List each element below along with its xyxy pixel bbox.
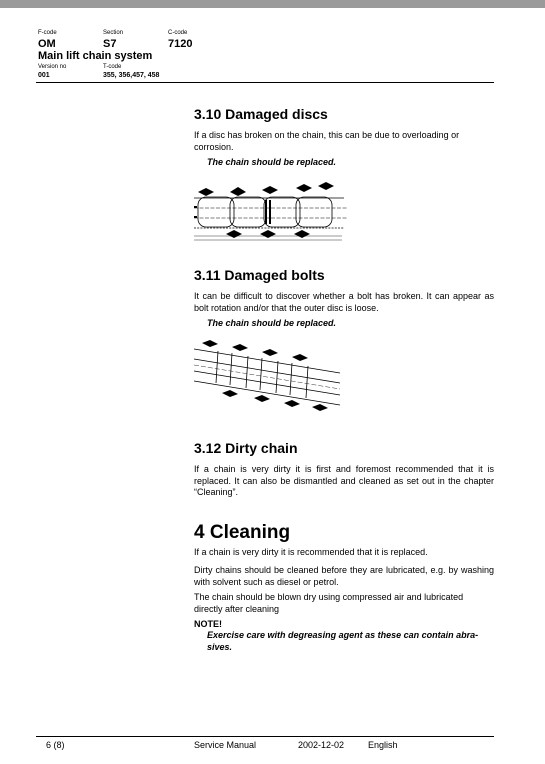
damaged-bolt-chain-illustration (192, 337, 342, 413)
note-label: NOTE! (194, 619, 222, 629)
fcode-label: F-code (38, 30, 57, 36)
section-label: Section (103, 30, 124, 36)
note-text: Exercise care with degreasing agent as these can contain abrasives. (207, 630, 479, 652)
discs-body: If a disc has broken on the chain, this can be due to overloading or corrosion. (194, 130, 460, 152)
section-value: S7 (103, 38, 117, 50)
dirty-body: If a chain is very dirty it is first and foremost recommended that it is replaced. It can also be dismantled and cleaned as set out in the chapter “Cleaning”. (194, 464, 494, 497)
heading-cleaning: 4 Cleaning (194, 522, 291, 543)
version-value: 001 (38, 72, 50, 79)
footer-divider (36, 736, 494, 737)
ccode-label: C-code (168, 30, 188, 36)
heading-damaged-bolts: 3.11 Damaged bolts (194, 267, 325, 283)
document-title: Main lift chain system (38, 50, 153, 62)
page-number: 6 (8) (46, 740, 65, 750)
damaged-disc-chain-illustration (192, 176, 352, 248)
heading-dirty-chain: 3.12 Dirty chain (194, 440, 298, 456)
fcode-value: OM (38, 38, 56, 50)
top-bar (0, 0, 545, 8)
footer-date: 2002-12-02 (298, 740, 345, 750)
tcode-value: 355, 356,457, 458 (103, 72, 160, 79)
cleaning-p1: If a chain is very dirty it is recommended that it is replaced. (194, 547, 428, 557)
footer-language: English (368, 740, 398, 750)
bolts-body: It can be difficult to discover whether a bolt has broken. It can appear as bolt rotation and/or that the outer disc is loose. (194, 291, 494, 313)
header-divider (36, 82, 494, 83)
cleaning-p2: Dirty chains should be cleaned before they are lubricated, e.g. by washing with solvent such as diesel or petrol. (194, 565, 494, 587)
tcode-label: T-code (103, 64, 122, 70)
heading-damaged-discs: 3.10 Damaged discs (194, 106, 328, 122)
bolts-note: The chain should be replaced. (207, 318, 337, 328)
cleaning-p3: The chain should be blown dry using compressed air and lubricated directly after cleaning (194, 592, 464, 614)
ccode-value: 7120 (168, 38, 193, 50)
discs-note: The chain should be replaced. (207, 157, 337, 167)
footer-doc-title: Service Manual (194, 740, 257, 750)
version-label: Version no (38, 64, 67, 70)
